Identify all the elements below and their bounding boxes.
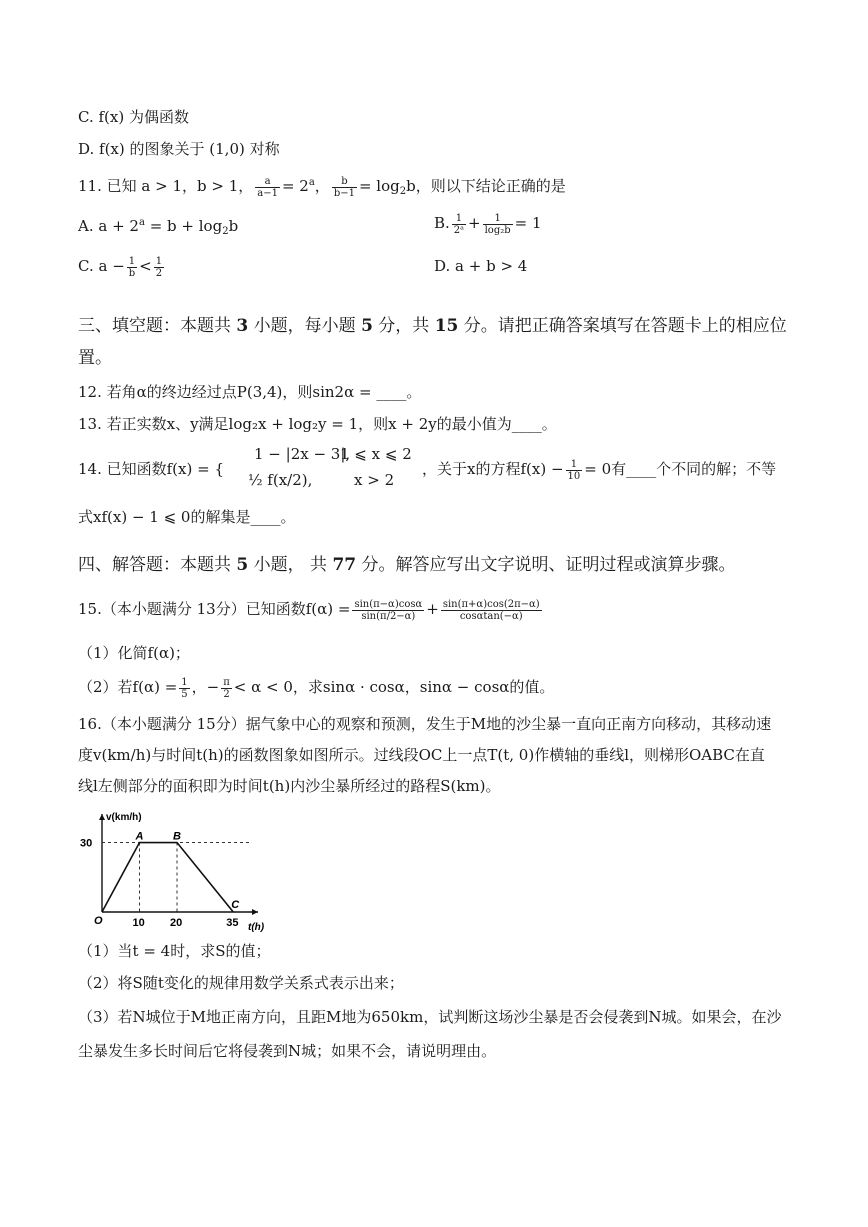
question-16-part-3-line-2: 尘暴发生多长时间后它将侵袭到N城；如果不会，请说明理由。	[78, 1042, 497, 1060]
question-16-part-2: （2）将S随t变化的规律用数学关系式表示出来；	[78, 974, 404, 992]
point-label-b: B	[173, 830, 181, 843]
q11-fraction-1: $\frac{a}{a-1}$	[257, 175, 278, 199]
question-13: 13. 若正实数x、y满足log₂x + log₂y = 1，则x + 2y的最小值为____。	[78, 415, 557, 433]
y-axis-label: v(km/h)	[106, 812, 142, 823]
q11-option-a: A. $a + 2^a = b + \log_2b$	[78, 217, 239, 237]
section-4-heading: 四、解答题：本题共 5 小题， 共 77 分。解答应写出文字说明、证明过程或演算步骤。	[78, 555, 736, 575]
x-tick-label: 10	[132, 917, 145, 929]
question-11: 11. 已知 a > 1，b > 1， $\frac{a}{a-1}$ = $2^a$， $\frac{b}{b-1}$ = $\log_2b$，则以下结论正确的是	[78, 175, 566, 199]
velocity-time-chart	[78, 808, 265, 936]
question-16-line-1: 16.（本小题满分 15分）据气象中心的观察和预测，发生于M地的沙尘暴一直向正南方向移动，其移动速	[78, 715, 772, 733]
question-16-line-3: 线l左侧部分的面积即为时间t(h)内沙尘暴所经过的路程S(km)。	[78, 777, 501, 795]
y-axis-arrow	[99, 814, 105, 820]
q14-piece-1-cond: 1 ⩽ x ⩽ 2	[340, 445, 412, 463]
question-15: 15.（本小题满分 13分）已知函数f(α) = $\frac{\sin(\pi-\alpha)\cos\alpha}{\sin(\pi/2-\alpha)}$ + $\frac{\sin(\pi+\alpha)\cos(2\pi-\alpha)}{\cos\alpha\tan(-\alpha)}$	[78, 598, 540, 622]
x-tick-label: 20	[170, 917, 183, 929]
question-12: 12. 若角α的终边经过点P(3,4)，则sin2α = ____。	[78, 383, 422, 401]
q14-tail: ，关于x的方程f(x) − $\frac{1}{10}$ = 0有____个不同的解；不等	[422, 458, 777, 482]
q11-option-d: D. a + b > 4	[434, 257, 528, 275]
q14-piece-1-expr: 1 − |2x − 3|,	[254, 445, 351, 463]
q11-prefix: 11. 已知 a > 1，b > 1，	[78, 177, 254, 195]
origin-label: O	[94, 915, 103, 927]
x-axis-arrow	[252, 909, 258, 915]
question-14-prefix: 14. 已知函数f(x) = {	[78, 460, 224, 478]
question-15-part-2: （2）若f(α) = $\frac{1}{5}$ ，− $\frac{\pi}{2}$ < α < 0，求sinα · cosα，sinα − cosα的值。	[78, 676, 555, 700]
question-16-part-1: （1）当t = 4时，求S的值；	[78, 942, 271, 960]
q11-option-c: C. a − $\frac{1}{b}$ < $\frac{1}{2}$	[78, 255, 163, 279]
y-tick-label: 30	[80, 837, 93, 850]
question-15-part-1: （1）化简f(α)；	[78, 644, 190, 662]
question-16-line-2: 度v(km/h)与时间t(h)的函数图象如图所示。过线段OC上一点T(t, 0)作横轴的垂线l，则梯形OABC在直	[78, 746, 765, 764]
point-label-a: A	[135, 830, 144, 843]
q11-fraction-2: $\frac{b}{b-1}$	[333, 175, 355, 199]
option-c-text: C. f(x) 为偶函数	[78, 108, 189, 126]
x-tick-label: 35	[226, 917, 239, 929]
option-d-text: D. f(x) 的图象关于 (1,0) 对称	[78, 140, 280, 158]
q11-option-b: B. $\frac{1}{\text{2ᵃ}}$ + $\frac{1}{\text{log₂b}}$ = 1	[434, 212, 542, 236]
x-axis-label: t(h)	[248, 922, 265, 933]
section-3-heading: 三、填空题：本题共 3 小题，每小题 5 分，共 15 分。请把正确答案填写在答题卡上的相应位置。	[78, 316, 787, 368]
q14-piece-2-cond: x > 2	[354, 471, 395, 489]
q14-piece-2-expr: ½ f(x/2),	[248, 471, 313, 489]
question-14-line-2: 式xf(x) − 1 ⩽ 0的解集是____。	[78, 508, 296, 526]
trapezoid-line	[102, 843, 233, 912]
question-16-part-3-line-1: （3）若N城位于M地正南方向，且距M地为650km，试判断这场沙尘暴是否会侵袭到N城。如果会，在沙	[78, 1008, 782, 1026]
point-label-c: C	[231, 899, 240, 911]
